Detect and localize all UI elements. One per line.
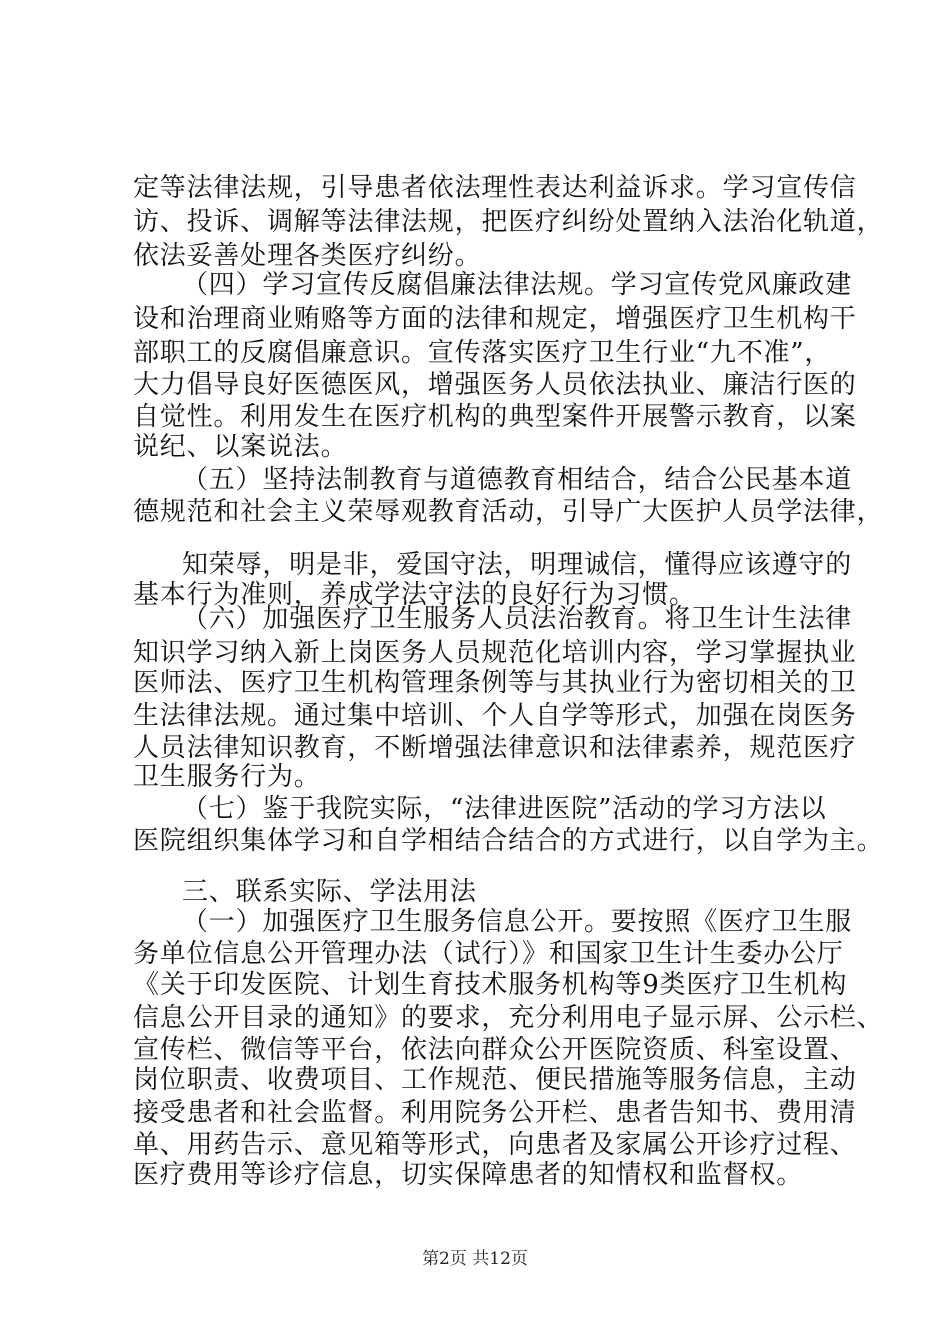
text-line: 知识学习纳入新上岗医务人员规范化培训内容，学习掌握执业 (133, 638, 857, 668)
text-line: 宣传栏、微信等平台，依法向群众公开医院资质、科室设置、 (133, 1035, 857, 1065)
text-line: 定等法律法规，引导患者依法理性表达利益诉求。学习宣传信 (133, 173, 857, 203)
text-line: 信息公开目录的通知》的要求，充分利用电子显示屏、公示栏、 (133, 1003, 884, 1033)
text-line: 大力倡导良好医德医风，增强医务人员依法执业、廉洁行医的 (133, 370, 857, 400)
text-line: 卫生服务行为。 (133, 762, 321, 792)
text-line: （一）加强医疗卫生服务信息公开。要按照《医疗卫生服 (182, 907, 853, 937)
text-line: （四）学习宣传反腐倡廉法律法规。学习宣传党风廉政建 (182, 270, 853, 300)
text-line: 访、投诉、调解等法律法规，把医疗纠纷处置纳入法治化轨道， (133, 207, 884, 237)
text-line: 医院组织集体学习和自学相结合结合的方式进行，以自学为主。 (133, 826, 884, 856)
text-line: 医师法、医疗卫生机构管理条例等与其执业行为密切相关的卫 (133, 668, 857, 698)
text-line: 依法妥善处理各类医疗纠纷。 (133, 241, 482, 271)
text-line: （六）加强医疗卫生服务人员法治教育。将卫生计生法律 (182, 604, 853, 634)
text-line: 知荣辱，明是非，爱国守法，明理诚信，懂得应该遵守的 (182, 550, 853, 580)
text-line: 岗位职责、收费项目、工作规范、便民措施等服务信息，主动 (133, 1065, 857, 1095)
text-line: 自觉性。利用发生在医疗机构的典型案件开展警示教育，以案 (133, 402, 857, 432)
text-line: 生法律法规。通过集中培训、个人自学等形式，加强在岗医务 (133, 701, 857, 731)
text-line: 务单位信息公开管理办法（试行）》和国家卫生计生委办公厅 (133, 939, 844, 969)
text-line: 部职工的反腐倡廉意识。宣传落实医疗卫生行业“九不准”， (133, 338, 832, 368)
text-line: 说纪、以案说法。 (133, 432, 348, 462)
text-line: （五）坚持法制教育与道德教育相结合，结合公民基本道 (182, 465, 853, 495)
text-line: 设和治理商业贿赂等方面的法律和规定，增强医疗卫生机构干 (133, 304, 857, 334)
text-line: 医疗费用等诊疗信息，切实保障患者的知情权和监督权。 (133, 1160, 804, 1190)
text-line: 三、联系实际、学法用法 (182, 877, 477, 907)
text-line: （七）鉴于我院实际，“法律进医院”活动的学习方法以 (182, 794, 827, 824)
page-number-footer: 第2页 共12页 (422, 1249, 528, 1269)
text-line: 人员法律知识教育，不断增强法律意识和法律素养，规范医疗 (133, 733, 857, 763)
text-line: 德规范和社会主义荣辱观教育活动，引导广大医护人员学法律， (133, 497, 884, 527)
text-line: 《关于印发医院、计划生育技术服务机构等9类医疗卫生机构 (133, 970, 848, 1000)
text-line: 接受患者和社会监督。利用院务公开栏、患者告知书、费用清 (133, 1098, 857, 1128)
text-line: 基本行为准则，养成学法守法的良好行为习惯。 (133, 580, 696, 610)
text-line: 单、用药告示、意见箱等形式，向患者及家属公开诊疗过程、 (133, 1130, 857, 1160)
